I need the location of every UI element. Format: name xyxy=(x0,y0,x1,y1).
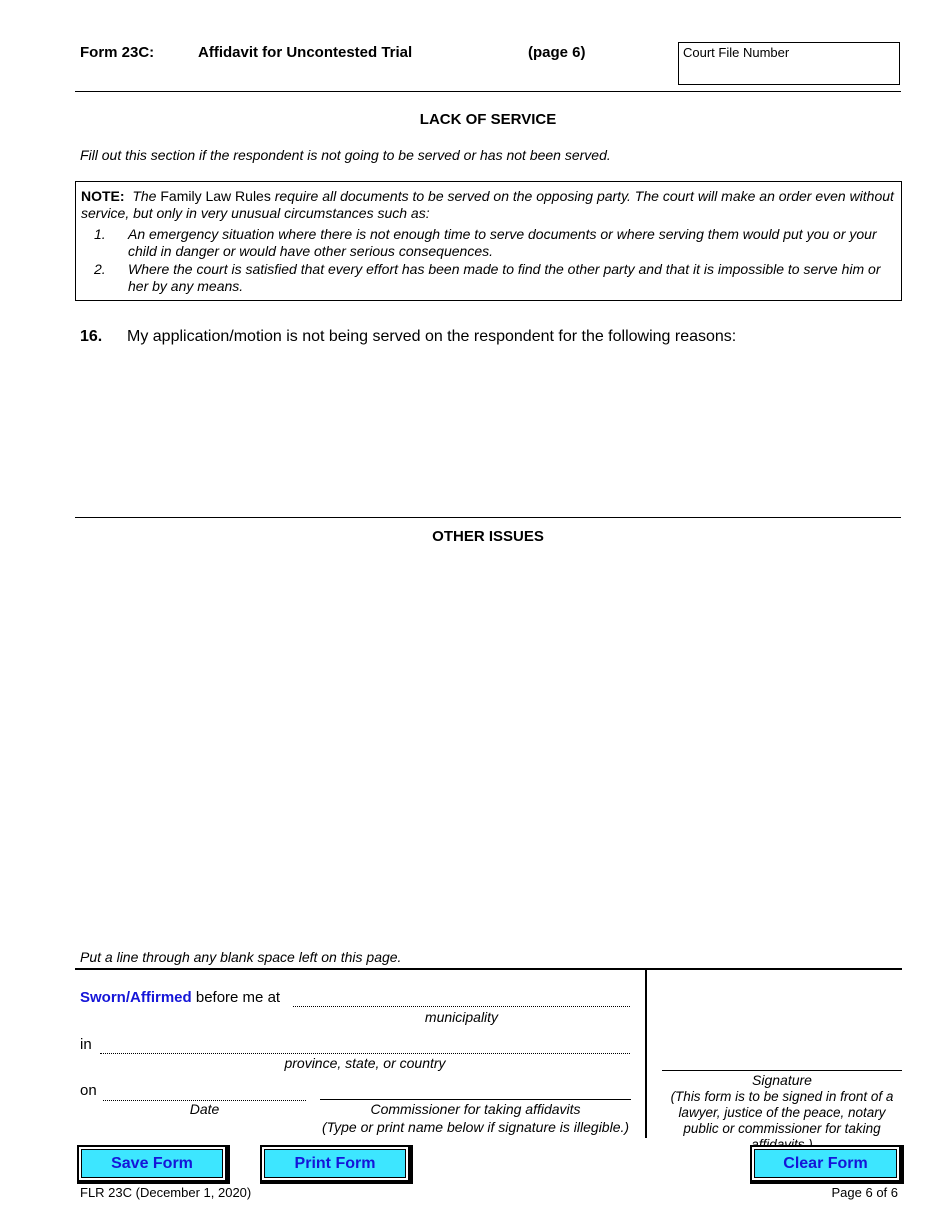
save-form-button[interactable]: Save Form xyxy=(77,1145,230,1184)
in-label: in xyxy=(80,1036,92,1053)
section-divider xyxy=(75,517,901,518)
note-box xyxy=(75,181,902,301)
footer-page-number: Page 6 of 6 xyxy=(831,1185,898,1200)
commissioner-signature-line xyxy=(320,1099,631,1100)
date-label: Date xyxy=(189,1101,220,1117)
court-file-number-label: Court File Number xyxy=(683,45,790,60)
form-title: Affidavit for Uncontested Trial xyxy=(198,44,413,61)
note-text: require all documents to be served on the opposing party. The court will make an order even without service, but only in very unusual circumstances such as: xyxy=(81,188,894,221)
deponent-signature-line xyxy=(662,1070,902,1071)
note-intro xyxy=(81,188,896,222)
date-input[interactable] xyxy=(103,1084,306,1101)
clear-form-button[interactable]: Clear Form xyxy=(750,1145,904,1184)
note-item-text: An emergency situation where there is not enough time to serve documents or where serving them would put you or your child in danger or would have other serious consequences. xyxy=(128,226,877,259)
on-label: on xyxy=(80,1082,97,1099)
province-label: province, state, or country xyxy=(284,1055,446,1071)
sworn-line xyxy=(80,989,280,1006)
blank-space-note: Put a line through any blank space left on this page. xyxy=(80,949,402,965)
note-rules-name: Family Law Rules xyxy=(160,188,271,204)
note-the: The xyxy=(132,188,157,204)
jurat-vertical-rule xyxy=(645,968,647,1138)
other-issues-field[interactable] xyxy=(80,556,901,945)
lack-of-service-instruction: Fill out this section if the respondent is not going to be served or has not been served. xyxy=(80,147,611,163)
signature-note: (This form is to be signed in front of a lawyer, justice of the peace, notary public or commissioner for taking xyxy=(670,1089,894,1136)
question-16-number: 16. xyxy=(80,328,103,345)
commissioner-label: Commissioner for taking affidavits xyxy=(370,1101,581,1117)
municipality-label: municipality xyxy=(424,1009,499,1025)
print-form-button[interactable]: Print Form xyxy=(260,1145,413,1184)
jurat-top-rule xyxy=(75,968,902,970)
footer-form-id: FLR 23C (December 1, 2020) xyxy=(80,1185,252,1200)
note-item xyxy=(81,261,896,295)
court-file-number-input[interactable] xyxy=(683,62,897,79)
note-item-number: 2. xyxy=(94,261,106,277)
other-issues-heading: OTHER ISSUES xyxy=(432,528,544,545)
lack-of-service-heading: LACK OF SERVICE xyxy=(419,111,557,128)
note-item-number: 1. xyxy=(94,226,106,242)
note-item-text: Where the court is satisfied that every effort has been made to find the other party and that it is impossible to serve him or her by any means. xyxy=(128,261,881,294)
header-divider xyxy=(75,91,901,92)
municipality-input[interactable] xyxy=(293,990,630,1007)
note-item xyxy=(81,226,896,260)
commissioner-note: (Type or print name below if signature is illegible.) xyxy=(321,1119,630,1135)
note-label: NOTE: xyxy=(81,188,125,204)
before-me-at-label: before me at xyxy=(195,989,281,1006)
province-input[interactable] xyxy=(100,1037,630,1054)
sworn-affirmed-label: Sworn/Affirmed xyxy=(80,989,192,1006)
court-file-number-box xyxy=(678,42,900,85)
question-16-text: My application/motion is not being served on the respondent for the following reasons: xyxy=(127,328,737,345)
form-number: Form 23C: xyxy=(80,44,155,61)
page-indicator: (page 6) xyxy=(528,44,586,61)
signature-label: Signature xyxy=(752,1072,812,1088)
question-16-reasons-field[interactable] xyxy=(127,352,901,511)
